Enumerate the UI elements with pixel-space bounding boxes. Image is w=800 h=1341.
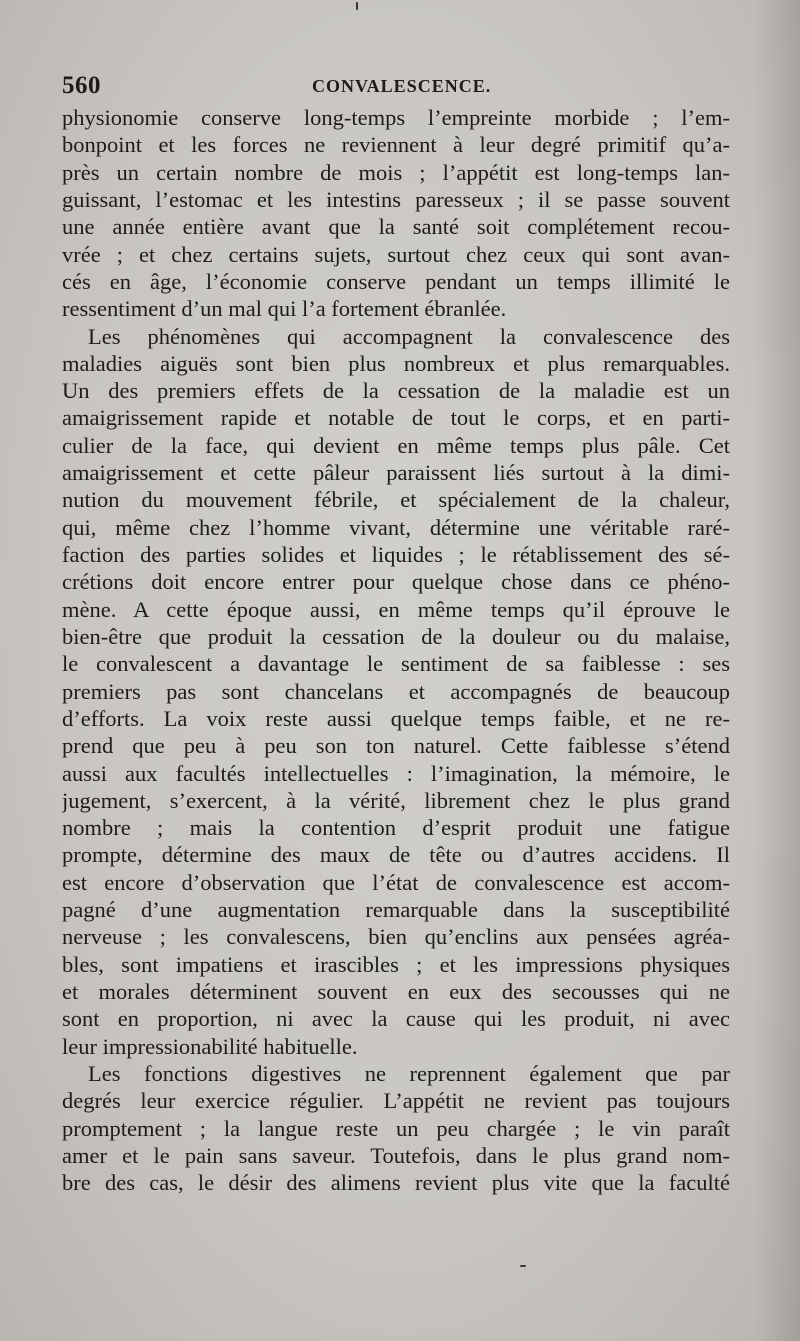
text-line: faction des parties solides et liquides ; le rétablissement des sé- <box>62 542 730 567</box>
text-line: guissant, l’estomac et les intestins paresseux ; il se passe souvent <box>62 186 730 212</box>
text-line: cés en âge, l’économie conserve pendant un temps illimité le <box>62 268 730 294</box>
text-line: le convalescent a davantage le sentiment de sa faiblesse : ses <box>62 651 730 677</box>
text-line: culier de la face, qui devient en même temps plus pâle. Cet <box>62 432 730 458</box>
text-line: sont en proportion, ni avec la cause qui les produit, ni avec <box>62 1006 730 1032</box>
text-line: premiers pas sont chancelans et accompagnés de beaucoup <box>62 678 730 704</box>
text-line: Les phénomènes qui accompagnent la convalescence des <box>88 323 730 349</box>
text-line: ressentiment d’un mal qui l’a fortement ébranlée. <box>62 296 507 322</box>
text-line: bonpoint et les forces ne reviennent à leur degré primitif qu’a- <box>62 132 730 158</box>
text-line: bles, sont impatiens et irascibles ; et les impressions physiques <box>62 951 730 977</box>
text-line: leur impressionabilité habituelle. <box>62 1033 358 1059</box>
text-line: et morales déterminent souvent en eux des secousses qui ne <box>62 979 730 1004</box>
text-line: crétions doit encore entrer pour quelque chose dans ce phéno- <box>62 569 730 595</box>
text-line: nombre ; mais la contention d’esprit produit une fatigue <box>62 815 730 841</box>
text-line: qui, même chez l’homme vivant, détermine une véritable raré- <box>62 514 730 540</box>
text-line: degrés leur exercice régulier. L’appétit ne revient pas toujours <box>62 1088 730 1114</box>
text-line: vrée ; et chez certains sujets, surtout chez ceux qui sont avan- <box>62 241 730 267</box>
running-head: CONVALESCENCE. <box>312 76 492 96</box>
text-line: mène. A cette époque aussi, en même temps qu’il éprouve le <box>62 596 730 622</box>
page-number: 560 <box>62 72 101 99</box>
text-line: promptement ; la langue reste un peu chargée ; le vin paraît <box>62 1115 730 1141</box>
page-header <box>62 66 730 106</box>
text-line: physionomie conserve long-temps l’empreinte morbide ; l’em- <box>62 105 730 130</box>
text-line: nution du mouvement fébrile, et spécialement de la chaleur, <box>62 487 730 513</box>
body-text <box>62 104 730 1197</box>
ink-speck <box>520 1265 526 1267</box>
text-line: une année entière avant que la santé soit complétement recou- <box>62 214 730 240</box>
text-line: bre des cas, le désir des alimens revient plus vite que la faculté <box>62 1170 730 1196</box>
text-line: aussi aux facultés intellectuelles : l’imagination, la mémoire, le <box>62 760 730 786</box>
text-line: Un des premiers effets de la cessation de la maladie est un <box>62 378 730 404</box>
text-line: Les fonctions digestives ne reprennent également que par <box>88 1060 730 1086</box>
text-line: pagné d’une augmentation remarquable dans la susceptibilité <box>62 897 730 923</box>
text-line: amaigrissement rapide et notable de tout le corps, et en parti- <box>62 405 730 431</box>
text-line: bien-être que produit la cessation de la douleur ou du malaise, <box>62 623 730 649</box>
ink-speck <box>356 2 358 10</box>
text-line: nerveuse ; les convalescens, bien qu’enclins aux pensées agréa- <box>62 924 730 950</box>
text-line: amaigrissement et cette pâleur paraissent liés surtout à la dimi- <box>62 460 730 486</box>
text-line: près un certain nombre de mois ; l’appétit est long-temps lan- <box>62 159 730 185</box>
text-line: amer et le pain sans saveur. Toutefois, dans le plus grand nom- <box>62 1142 730 1168</box>
text-line: jugement, s’exercent, à la vérité, librement chez le plus grand <box>62 787 730 813</box>
text-line: d’efforts. La voix reste aussi quelque temps faible, et ne re- <box>62 705 730 731</box>
text-line: prend que peu à peu son ton naturel. Cette faiblesse s’étend <box>62 733 730 759</box>
text-line: prompte, détermine des maux de tête ou d’autres accidens. Il <box>62 842 730 868</box>
text-line: est encore d’observation que l’état de convalescence est accom- <box>62 869 730 895</box>
text-line: maladies aiguës sont bien plus nombreux et plus remarquables. <box>62 350 730 376</box>
page-edge-shadow <box>754 0 800 1341</box>
